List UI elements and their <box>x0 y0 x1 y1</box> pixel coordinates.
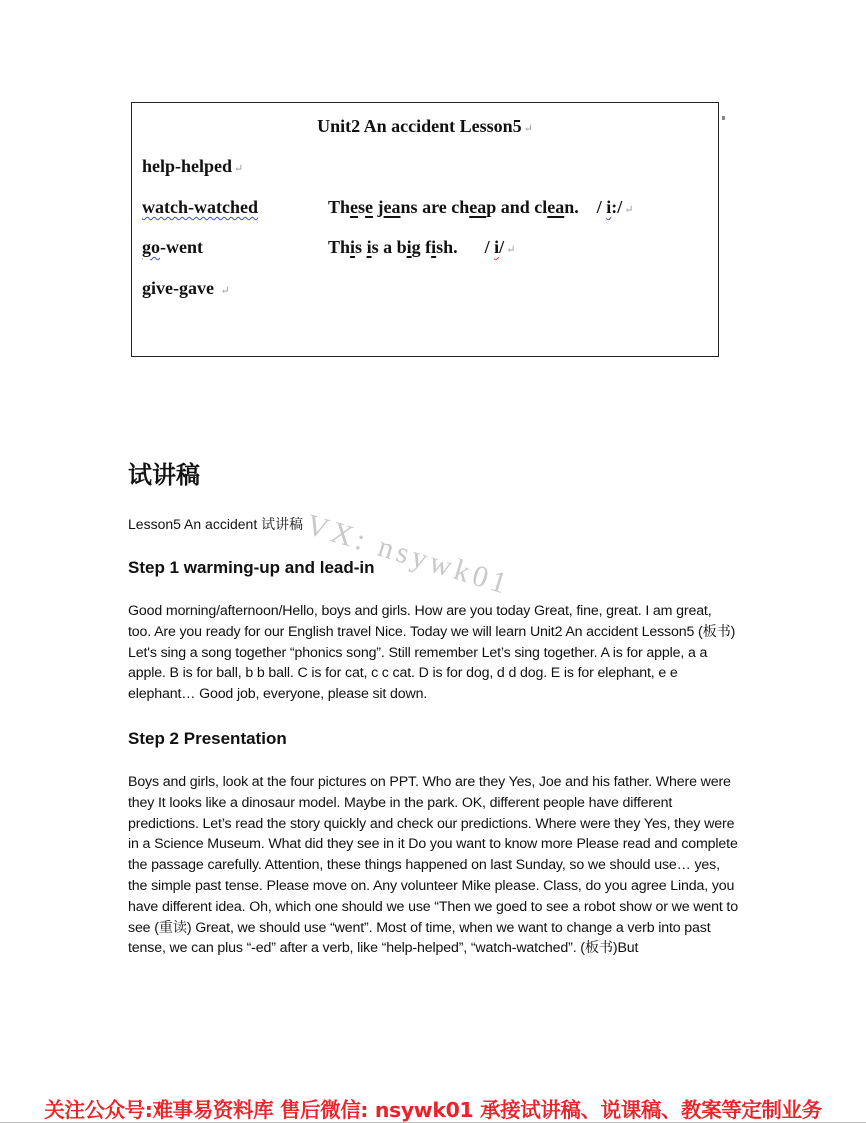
verb-give: give-gave <box>142 278 214 298</box>
phonics-sentence-long-e: These jeans are cheap and clean. / i:/ ↵ <box>328 197 634 217</box>
watermark: VX: nsywk01 <box>302 508 515 602</box>
step-2-title: Step 2 Presentation <box>128 729 287 748</box>
step-2-text: Boys and girls, look at the four pictures on PPT. Who are they Yes, Joe and his father. Where were they It looks like a dinosaur model. Maybe in the park. OK, different people have different predictions. Let’s read the story quickly and check our predictions. Where were they Yes, they were in a Science Museum. What did they see in it Do you want to know more Please read and complete the passage carefully. Attention, these things happened on last Sunday, so we should use… yes, the simple past tense. Please move on. Any volunteer Mike please. Class, do you agree Linda, you have different idea. Oh, which one should we use “Then we goed to see a robot show or we went to see (重读) Great, we should use “went”. Most of time, when we want to change a verb into past tense, we can plus “-ed” after a verb, like “help-helped”, “watch-watched”. (板书)But <box>128 774 738 957</box>
lesson-subtitle: Lesson5 An accident 试讲稿 <box>128 516 304 532</box>
phonics-sentence-short-i: This is a big fish. / i/ ↵ <box>328 237 516 257</box>
blackboard-box <box>131 102 719 357</box>
promo-footer-banner: 关注公众号:难事易资料库 售后微信: nsywk01 承接试讲稿、说课稿、教案等定制业务 <box>0 1093 866 1123</box>
verb-row-1: help-helped ↵ <box>142 156 244 176</box>
step-1-text: Good morning/afternoon/Hello, boys and girls. How are you today Great, fine, great. I am great, too. Are you ready for our English travel Nice. Today we will learn Unit2 An accident Lesson5 (板书) Let's sing a song together “phonics song”. Still remember Let’s sing together. A is for apple, a a apple. B is for ball, b b ball. C is for cat, c c cat. D is for dog, d d dog. E is for elephant, e e elephant… Good job, everyone, please sit down. <box>128 603 736 703</box>
verb-go: go-went <box>142 237 203 257</box>
verb-watch: watch-watched <box>142 197 258 217</box>
step-1-title: Step 1 warming-up and lead-in <box>128 558 375 577</box>
verb-row-3 <box>142 237 516 258</box>
verb-help: help-helped <box>142 156 233 176</box>
page-heading: 试讲稿 <box>128 461 200 489</box>
verb-row-4: give-gave ↵ <box>142 278 230 298</box>
paragraph-mark <box>722 116 725 120</box>
board-title: Unit2 An accident Lesson5 ↵ <box>317 116 533 136</box>
verb-row-2 <box>142 197 634 218</box>
